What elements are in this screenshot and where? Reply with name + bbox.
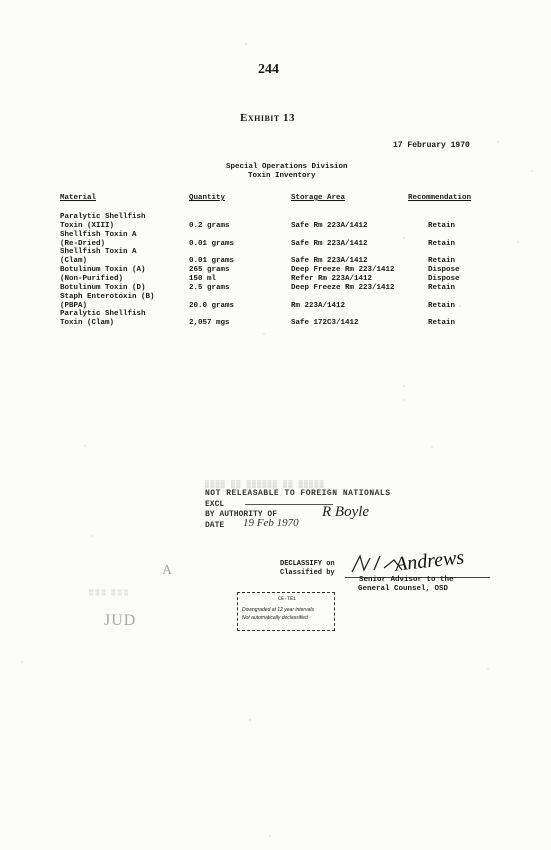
exhibit-title: Exhibit 13	[240, 112, 295, 124]
stamp-line-excl: EXCL	[205, 500, 225, 509]
downgrading-stamp-line2: Not automatically declassified	[242, 615, 308, 621]
quantity-cell: 0.01 grams	[189, 239, 235, 248]
inventory-subtitle: Toxin Inventory	[248, 172, 316, 180]
quantity-cell: 20.0 grams	[189, 301, 235, 310]
recommendation-cell: Retain	[428, 319, 456, 328]
document-page: 244 Exhibit 13 17 February 1970 Special Operations Division Toxin Inventory Material Quantity Storage Area Recommendation Paralytic Shellfish Toxin (XIII) 0.2 grams Safe Rm 223A/1412 Retain Shellfish Toxin A (Re-Dried) 0.01 grams Safe Rm 223A/1412 Retain Shellfish Toxin A (Clam) 0.01 grams Safe Rm 223A/1412 Retain Botulinum Toxin (A) 265 grams Deep Freeze Rm 223/1412 Dispose (Non-Purified) 150 ml Refer Rm 223A/1412 Dispose Botulinum Toxin (D) 2.5 grams Deep Freeze Rm 223/1412 Retain Staph Enterotoxin (B) (PBPA) 20.0 grams Rm 223A/1412 Retain Paralytic Shellfish Toxin (Clam) 2,057 mgs Safe 172C3/1412 Retain ▒▒▒▒ ▒▒ ▒▒▒▒▒▒ ▒▒ ▒▒▒▒▒ NOT RELEASABLE TO FOREIGN NATIONALS EXCL BY AUTHORITY OF R Boyle DATE 19 Feb 1970 DECLASSIFY on Classified by Andrews Senior Advisor to the General Counsel, OSD CE-TE1 Downgraded at 12 year intervals Not automatically declassified A ▒▒▒ ▒▒▒ JUD	[0, 0, 551, 850]
advisor-title-line2: General Counsel, OSD	[358, 585, 449, 593]
recommendation-cell: Retain	[428, 283, 456, 292]
classified-by-label: Classified by	[280, 569, 335, 577]
declassify-signature: Andrews	[393, 546, 466, 576]
recommendation-cell: Dispose	[428, 274, 460, 283]
storage-cell: Deep Freeze Rm 223/1412	[291, 283, 395, 292]
material-cell: Shellfish Toxin A	[60, 230, 137, 239]
material-cell: (PBPA)	[60, 301, 88, 310]
quantity-cell: 2,057 mgs	[189, 319, 230, 328]
storage-cell: Rm 223A/1412	[291, 301, 346, 310]
material-cell: Paralytic Shellfish	[60, 213, 146, 221]
stamp-authority-signature: R Boyle	[322, 504, 370, 520]
stamp-date-value: 19 Feb 1970	[243, 517, 299, 529]
recommendation-cell: Retain	[428, 221, 456, 230]
material-cell: (Non-Purified)	[60, 274, 124, 283]
storage-cell: Safe 172C3/1412	[291, 319, 359, 328]
header-recommendation: Recommendation	[408, 194, 472, 202]
quantity-cell: 150 ml	[189, 274, 217, 283]
storage-cell: Refer Rm 223A/1412	[291, 274, 373, 283]
material-cell: Botulinum Toxin (D)	[60, 283, 146, 292]
material-cell: Shellfish Toxin A	[60, 248, 137, 257]
stamp-authority-label: BY AUTHORITY OF	[205, 510, 278, 519]
quantity-cell: 2.5 grams	[189, 283, 230, 292]
material-cell: Paralytic Shellfish	[60, 310, 146, 319]
recommendation-cell: Retain	[428, 301, 456, 310]
material-cell: (Re-Dried)	[60, 239, 106, 248]
material-cell: Toxin (XIII)	[60, 221, 115, 230]
recommendation-cell: Retain	[428, 239, 456, 248]
recommendation-cell: Retain	[428, 257, 456, 266]
header-quantity: Quantity	[189, 194, 226, 202]
advisor-title-line1: Senior Advisor to the	[359, 576, 454, 584]
stamp-line-foreign-nationals: NOT RELEASABLE TO FOREIGN NATIONALS	[205, 489, 391, 498]
storage-cell: Safe Rm 223A/1412	[291, 239, 368, 248]
storage-cell: Safe Rm 223A/1412	[291, 257, 368, 266]
header-material: Material	[60, 194, 97, 202]
material-cell: Botulinum Toxin (A)	[60, 266, 146, 275]
quantity-cell: 265 grams	[189, 266, 230, 275]
margin-mark-jud: JUD	[104, 612, 137, 629]
material-cell: Toxin (Clam)	[60, 319, 115, 328]
quantity-cell: 0.2 grams	[189, 221, 230, 230]
storage-cell: Safe Rm 223A/1412	[291, 221, 368, 230]
margin-faded-text: ▒▒▒ ▒▒▒	[89, 590, 131, 596]
margin-mark-a: A	[162, 563, 173, 578]
declassify-label: DECLASSIFY on	[280, 560, 335, 568]
downgrading-stamp-line1: Downgraded at 12 year intervals	[242, 607, 314, 613]
material-cell: (Clam)	[60, 257, 88, 266]
header-storage-area: Storage Area	[291, 194, 346, 202]
quantity-cell: 0.01 grams	[189, 257, 235, 266]
material-cell: Staph Enterotoxin (B)	[60, 292, 155, 301]
page-number: 244	[258, 62, 279, 77]
stamp-date-label: DATE	[205, 521, 225, 530]
division-heading: Special Operations Division	[226, 163, 348, 171]
storage-cell: Deep Freeze Rm 223/1412	[291, 266, 395, 275]
document-date: 17 February 1970	[393, 141, 470, 150]
recommendation-cell: Dispose	[428, 266, 460, 275]
downgrading-stamp-heading: CE-TE1	[278, 596, 297, 602]
